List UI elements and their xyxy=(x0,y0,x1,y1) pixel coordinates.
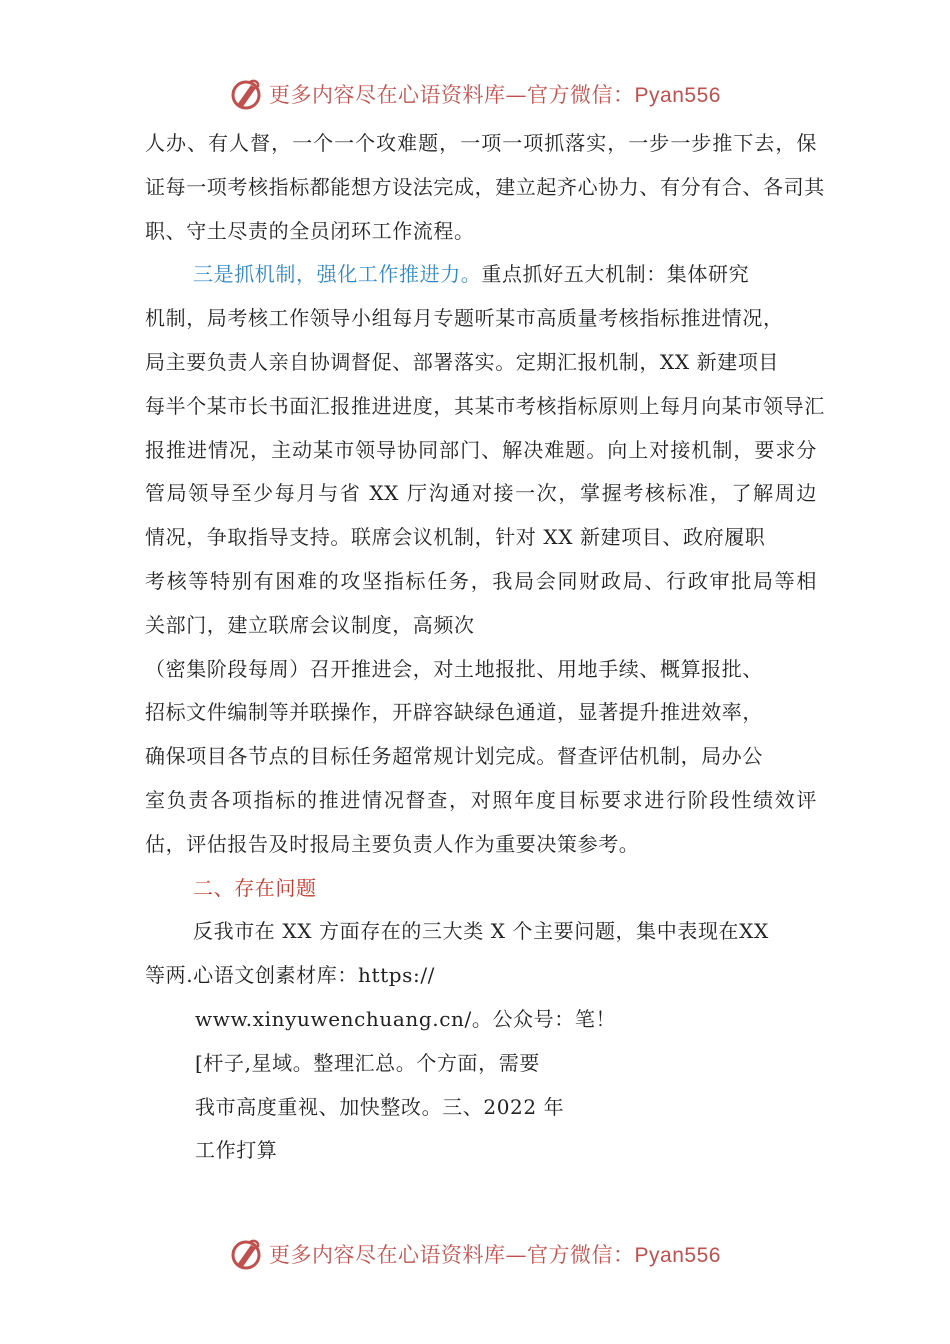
paragraph-line: 关部门，建立联席会议制度，高频次 xyxy=(145,612,475,637)
paragraph-line: 等两.心语文创素材库：https:// xyxy=(145,963,435,988)
document-body xyxy=(145,122,825,1173)
paragraph-line: 我市高度重视、加快整改。三、2022 年 xyxy=(195,1094,565,1119)
footer-watermark-text xyxy=(269,1239,721,1269)
header-watermark-text xyxy=(269,79,721,109)
paragraph-line: 职、守土尽责的全员闭环工作流程。 xyxy=(145,218,475,243)
paragraph-line: 人办、有人督，一个一个攻难题，一项一项抓落实，一步一步推下去，保 xyxy=(145,131,817,155)
paragraph-line: 室负责各项指标的推进情况督查，对照年度目标要求进行阶段性绩效评 xyxy=(145,787,817,812)
paragraph-line: 工作打算 xyxy=(195,1138,278,1163)
watermark-wechat-id: Pyan556 xyxy=(634,1244,721,1267)
footer-watermark-banner xyxy=(0,1234,950,1274)
paragraph-line: 情况，争取指导支持。联席会议机制，针对 XX 新建项目、政府履职 xyxy=(145,525,766,550)
paragraph-line: 管局领导至少每月与省 XX 厅沟通对接一次，掌握考核标准，了解周边 xyxy=(145,481,817,506)
paragraph-text: 重点抓好五大机制：集体研究 xyxy=(481,262,750,287)
paragraph-line: [杆子,星域。整理汇总。个方面，需要 xyxy=(195,1050,540,1075)
paragraph-line: www.xinyuwenchuang.cn/。公众号：笔！ xyxy=(195,1006,617,1031)
header-watermark-banner xyxy=(0,74,950,114)
watermark-wechat-id: Pyan556 xyxy=(634,84,721,107)
paragraph-line: 估，评估报告及时报局主要负责人作为重要决策参考。 xyxy=(145,831,640,856)
watermark-main-text: 更多内容尽在心语资料库—官方微信： xyxy=(269,1243,635,1267)
paragraph-line: 机制，局考核工作领导小组每月专题听某市高质量考核指标推进情况， xyxy=(145,306,784,331)
section-heading-mechanism: 三是抓机制，强化工作推进力。 xyxy=(193,262,482,287)
paragraph-line: 局主要负责人亲自协调督促、部署落实。定期汇报机制，XX 新建项目 xyxy=(145,349,780,374)
paragraph-line xyxy=(145,253,817,297)
paragraph-line: 考核等特别有困难的攻坚指标任务，我局会同财政局、行政审批局等相 xyxy=(145,568,817,593)
pen-logo-icon xyxy=(229,77,263,111)
paragraph-line: （密集阶段每周）召开推进会，对土地报批、用地手续、概算报批、 xyxy=(145,656,763,681)
paragraph-line: 反我市在 XX 方面存在的三大类 X 个主要问题，集中表现在XX xyxy=(193,919,769,944)
watermark-main-text: 更多内容尽在心语资料库—官方微信： xyxy=(269,83,635,107)
paragraph-line: 报推进情况，主动某市领导协同部门、解决难题。向上对接机制，要求分 xyxy=(145,437,817,462)
paragraph-line: 每半个某市长书面汇报推进进度，其某市考核指标原则上每月向某市领导汇 xyxy=(145,393,825,418)
pen-logo-icon xyxy=(229,1237,263,1271)
section-heading-problems: 二、存在问题 xyxy=(193,875,317,900)
paragraph-line: 确保项目各节点的目标任务超常规计划完成。督查评估机制，局办公 xyxy=(145,744,763,769)
paragraph-line: 招标文件编制等并联操作，开辟容缺绿色通道，显著提升推进效率， xyxy=(145,700,763,725)
paragraph-line: 证每一项考核指标都能想方设法完成，建立起齐心协力、有分有合、各司其 xyxy=(145,174,825,199)
